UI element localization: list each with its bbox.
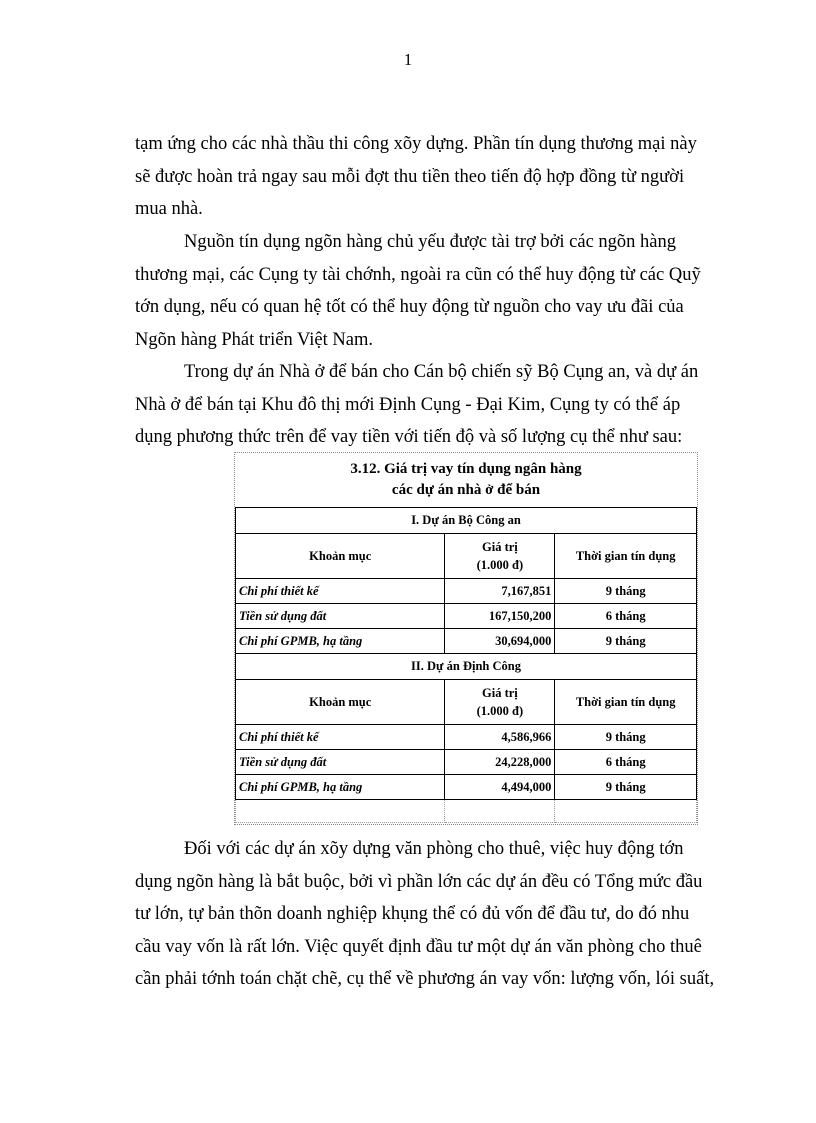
empty-row <box>236 800 697 823</box>
column-header-value-label: Giá trị <box>482 686 518 700</box>
text-line: dụng phương thức trên để vay tiền với tiến độ và số lượng cụ thể như sau: <box>135 427 683 447</box>
row-item: Chi phí GPMB, hạ tầng <box>236 629 445 654</box>
empty-cell <box>445 800 555 823</box>
text-line: Ngõn hàng Phát triển Việt Nam. <box>135 329 373 350</box>
empty-cell <box>555 800 697 823</box>
column-header-duration: Thời gian tín dụng <box>555 534 697 579</box>
column-header-value <box>445 680 555 725</box>
text-line: Nguồn tín dụng ngõn hàng chủ yếu được tài trợ bởi các ngõn hàng <box>184 232 677 252</box>
column-header-duration: Thời gian tín dụng <box>555 680 697 725</box>
text-line: mua nhà. <box>135 199 203 219</box>
section-heading: II. Dự án Định Công <box>236 654 697 680</box>
text-line: tớn dụng, nếu có quan hệ tốt có thể huy động từ nguồn cho vay ưu đãi của <box>135 297 684 317</box>
row-duration: 9 tháng <box>555 579 697 604</box>
row-item: Tiền sử dụng đất <box>236 750 445 775</box>
table-title-line: 3.12. Giá trị vay tín dụng ngân hàng <box>350 461 582 477</box>
table-row <box>236 604 697 629</box>
text-line: tạm ứng cho các nhà thầu thi công xõy dựng. Phần tín dụng thương mại này <box>135 134 697 154</box>
row-value: 30,694,000 <box>445 629 555 654</box>
table-row <box>236 579 697 604</box>
row-item: Chi phí GPMB, hạ tầng <box>236 775 445 800</box>
row-value: 4,494,000 <box>445 775 555 800</box>
column-header-item: Khoản mục <box>236 534 445 579</box>
paragraph-office-projects <box>135 833 767 996</box>
paragraph-housing-projects <box>135 356 767 454</box>
column-header-value-unit: (1.000 đ) <box>476 558 524 572</box>
column-header-value <box>445 534 555 579</box>
table-row <box>236 725 697 750</box>
table-row <box>236 629 697 654</box>
row-duration: 9 tháng <box>555 725 697 750</box>
row-value: 7,167,851 <box>445 579 555 604</box>
row-item: Chi phí thiết kế <box>236 725 445 750</box>
row-duration: 6 tháng <box>555 750 697 775</box>
column-header-value-unit: (1.000 đ) <box>476 704 524 718</box>
paragraph-bank-credit-sources <box>135 226 767 356</box>
row-value: 4,586,966 <box>445 725 555 750</box>
section-heading: I. Dự án Bộ Công an <box>236 508 697 534</box>
text-line: tư lớn, tự bản thõn doanh nghiệp khụng thể có đủ vốn để đầu tư, do đó nhu <box>135 904 690 924</box>
text-line: cầu vay vốn là rất lớn. Việc quyết định đầu tư một dự án văn phòng cho thuê <box>135 936 702 957</box>
text-line: sẽ được hoàn trả ngay sau mỗi đợt thu tiền theo tiến độ hợp đồng từ người <box>135 166 685 187</box>
text-line: thương mại, các Cụng ty tài chớnh, ngoài ra cũn có thể huy động từ các Quỹ <box>135 264 701 285</box>
row-item: Tiền sử dụng đất <box>236 604 445 629</box>
empty-cell <box>236 800 445 823</box>
row-duration: 9 tháng <box>555 629 697 654</box>
row-duration: 9 tháng <box>555 775 697 800</box>
column-header-item: Khoản mục <box>236 680 445 725</box>
text-line: cần phải tớnh toán chặt chẽ, cụ thể về phương án vay vốn: lượng vốn, lói suất, <box>135 969 715 989</box>
text-line: Đối với các dự án xõy dựng văn phòng cho thuê, việc huy động tớn <box>184 839 684 859</box>
loan-value-table <box>235 453 697 823</box>
table-row <box>236 775 697 800</box>
text-line: Trong dự án Nhà ở để bán cho Cán bộ chiến sỹ Bộ Cụng an, và dự án <box>184 362 699 382</box>
loan-table-frame <box>234 452 698 825</box>
page-number: 1 <box>403 50 413 69</box>
row-value: 24,228,000 <box>445 750 555 775</box>
table-title <box>236 453 697 508</box>
table-row <box>236 750 697 775</box>
text-line: Nhà ở để bán tại Khu đô thị mới Định Cụng - Đại Kim, Cụng ty có thể áp <box>135 394 681 415</box>
table-title-line: các dự án nhà ở để bán <box>391 482 541 498</box>
paragraph-continuation <box>135 128 767 226</box>
column-header-value-label: Giá trị <box>482 540 518 554</box>
row-duration: 6 tháng <box>555 604 697 629</box>
row-value: 167,150,200 <box>445 604 555 629</box>
row-item: Chi phí thiết kế <box>236 579 445 604</box>
text-line: dụng ngõn hàng là bắt buộc, bởi vì phần lớn các dự án đều có Tổng mức đầu <box>135 871 703 892</box>
